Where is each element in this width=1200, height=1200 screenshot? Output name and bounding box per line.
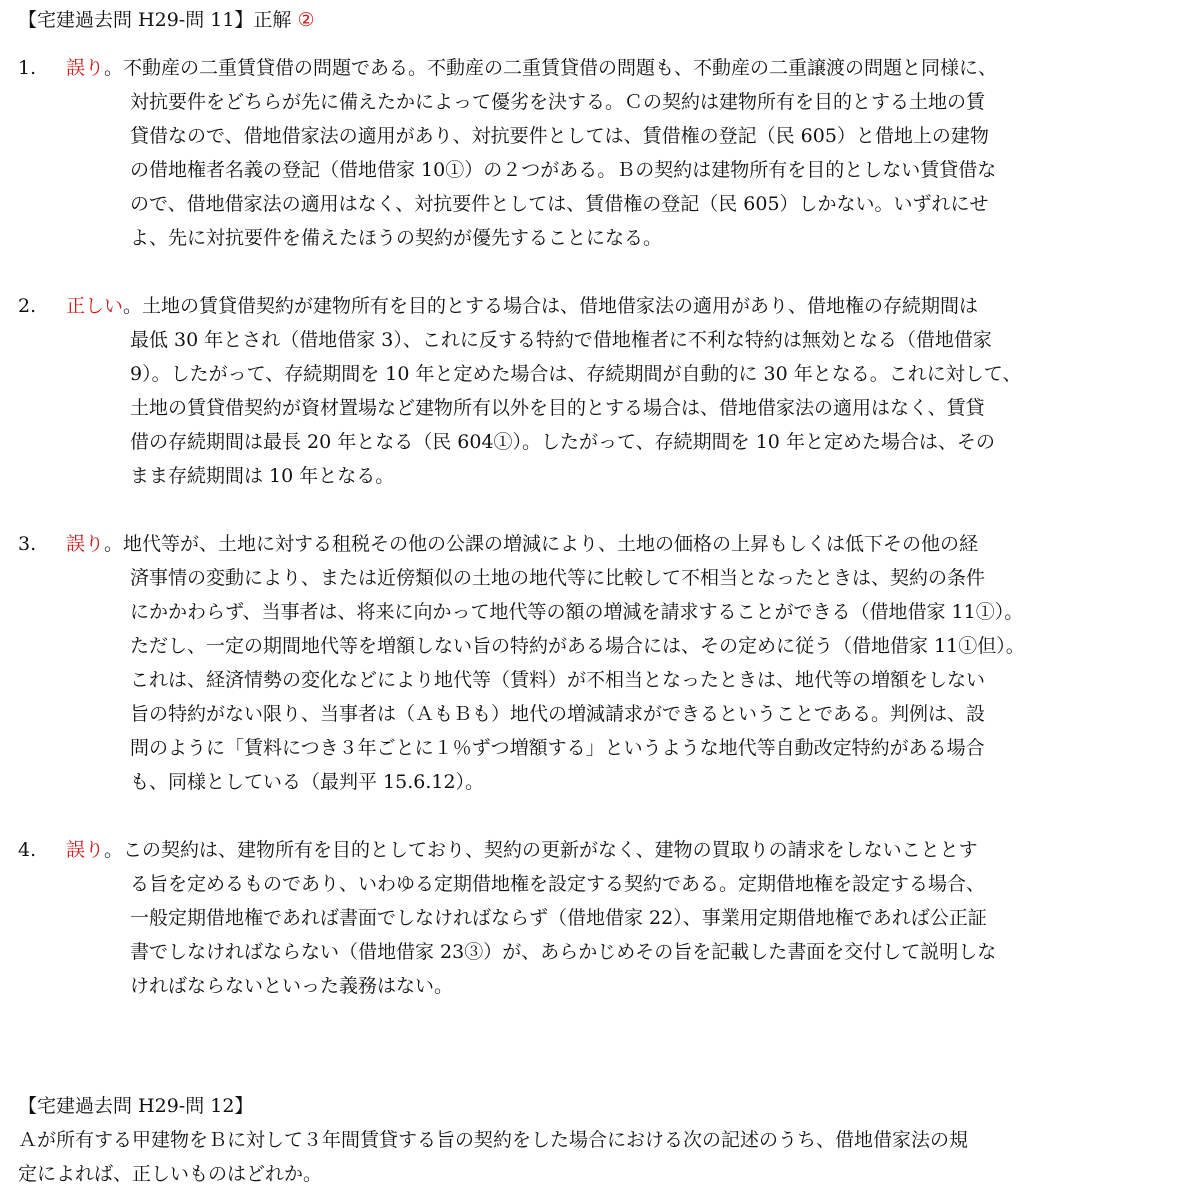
answer-mark: ② xyxy=(297,9,315,31)
item-text-line: 。この契約は、建物所有を目的としており、契約の更新がなく、建物の買取りの請求をしないこととす xyxy=(104,839,978,861)
item-text-line: 問のように「賃料につき３年ごとに１％ずつ増額する」というような地代等自動改定特約がある場合 xyxy=(130,737,985,759)
item-first-line xyxy=(66,834,978,866)
item-text-line: 。不動産の二重賃貸借の問題である。不動産の二重賃貸借の問題も、不動産の二重譲渡の問題と同様に、 xyxy=(104,57,998,79)
item-first-line xyxy=(66,528,978,560)
item-text-line: にかかわらず、当事者は、将来に向かって地代等の額の増減を請求することができる（借地借家 11①）。 xyxy=(130,601,1024,623)
item-text-line: これは、経済情勢の変化などにより地代等（賃料）が不相当となったときは、地代等の増額をしない xyxy=(130,669,986,691)
item-text-line: る旨を定めるものであり、いわゆる定期借地権を設定する契約である。定期借地権を設定する場合、 xyxy=(130,873,986,895)
item-text-line: 。地代等が、土地に対する租税その他の公課の増減により、土地の価格の上昇もしくは低下その他の経 xyxy=(104,533,979,555)
question-text-line: Ａが所有する甲建物をＢに対して３年間賃貸する旨の契約をした場合における次の記述のうち、借地借家法の規 xyxy=(18,1129,969,1151)
item-text-line: 済事情の変動により、または近傍類似の土地の地代等に比較して不相当となったときは、契約の条件 xyxy=(130,567,986,589)
item-text-line: ければならないといった義務はない。 xyxy=(130,975,454,997)
item-text-line: の借地権者名義の登記（借地借家 10①）の２つがある。Ｂの契約は建物所有を目的としない賃貸借な xyxy=(130,159,997,181)
item-text-line: 。土地の賃貸借契約が建物所有を目的とする場合は、借地借家法の適用があり、借地権の存続期間は xyxy=(123,295,979,317)
item-text-line: 最低 30 年とされ（借地借家 3）、これに反する特約で借地権者に不利な特約は無効となる（借地借家 xyxy=(130,329,992,351)
item-verdict: 誤り xyxy=(66,533,105,555)
item-text-line: も、同様としている（最判平 15.6.12）。 xyxy=(130,771,485,793)
item-first-line xyxy=(66,52,997,84)
question-text-line: 定によれば、正しいものはどれか。 xyxy=(18,1163,323,1185)
item-text-line: 対抗要件をどちらが先に備えたかによって優劣を決する。Ｃの契約は建物所有を目的とする土地の賃 xyxy=(130,91,986,113)
item-number: 2. xyxy=(18,295,37,317)
item-text-line: まま存続期間は 10 年となる。 xyxy=(130,465,395,487)
item-verdict: 正しい xyxy=(66,295,124,317)
item-text-line: 9）。したがって、存続期間を 10 年と定めた場合は、存続期間が自動的に 30 年となる。これに対して、 xyxy=(130,363,1022,385)
item-text-line: ただし、一定の期間地代等を増額しない旨の特約がある場合には、その定めに従う（借地借家 11①但）。 xyxy=(130,635,1025,657)
next-question-title: 【宅建過去問 H29-問 12】 xyxy=(18,1095,254,1117)
item-number: 1. xyxy=(18,57,37,79)
item-number: 3. xyxy=(18,533,37,555)
item-text-line: 旨の特約がない限り、当事者は（ＡもＢも）地代の増減請求ができるということである。判例は、設 xyxy=(130,703,986,725)
item-number: 4. xyxy=(18,839,37,861)
item-text-line: 貸借なので、借地借家法の適用があり、対抗要件としては、賃借権の登記（民 605）と借地上の建物 xyxy=(130,125,989,147)
item-text-line: 一般定期借地権であれば書面でしなければならず（借地借家 22）、事業用定期借地権であれば公正証 xyxy=(130,907,987,929)
answer-header xyxy=(18,4,314,36)
item-text-line: 書でしなければならない（借地借家 23③）が、あらかじめその旨を記載した書面を交付して説明しな xyxy=(130,941,997,963)
item-verdict: 誤り xyxy=(66,839,105,861)
item-text-line: ので、借地借家法の適用はなく、対抗要件としては、賃借権の登記（民 605）しかない。いずれにせ xyxy=(130,193,989,215)
answer-header-title: 【宅建過去問 H29-問 11】正解 xyxy=(18,9,292,31)
item-text-line: よ、先に対抗要件を備えたほうの契約が優先することになる。 xyxy=(130,227,663,249)
item-verdict: 誤り xyxy=(66,57,105,79)
item-text-line: 借の存続期間は最長 20 年となる（民 604①）。したがって、存続期間を 10 年と定めた場合は、その xyxy=(130,431,995,453)
item-first-line xyxy=(66,290,978,322)
item-text-line: 土地の賃貸借契約が資材置場など建物所有以外を目的とする場合は、借地借家法の適用はなく、賃貸 xyxy=(130,397,985,419)
